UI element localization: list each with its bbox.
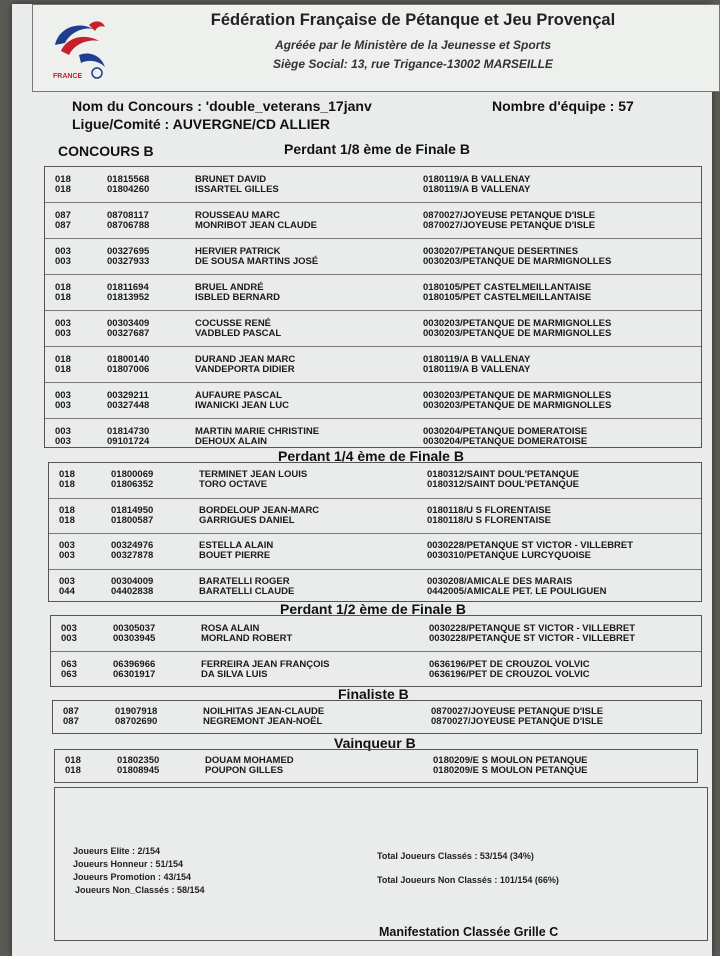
club: 0180312/SAINT DOUL'PETANQUE [427,469,580,481]
promotion-players: Joueurs Promotion : 43/154 [73,872,192,882]
club: 0870027/JOYEUSE PETANQUE D'ISLE [423,219,596,231]
player-name: BOUET PIERRE [199,550,271,562]
licence-number: 00303409 [107,317,150,329]
club: 0180209/E S MOULON PETANQUE [433,755,588,766]
team-pair [49,570,701,605]
player-name: ISBLED BERNARD [195,291,280,303]
licence-number: 01808945 [117,765,160,776]
dept-code: 018 [55,281,71,293]
club: 0180119/A B VALLENAY [423,173,531,185]
total-unclassified: Total Joueurs Non Classés : 101/154 (66%) [377,875,559,885]
club: 0180209/E S MOULON PETANQUE [433,765,588,776]
club: 0636196/PET DE CROUZOL VOLVIC [429,668,590,680]
section-quarter-final-losers [48,462,702,602]
club: 0030208/AMICALE DES MARAIS [427,575,573,587]
dept-code: 087 [63,716,79,727]
total-classified: Total Joueurs Classés : 53/154 (34%) [377,851,534,861]
section-title-quarter-final: Perdant 1/4 ème de Finale B [278,448,464,464]
team-pair [45,275,701,311]
dept-code: 003 [61,632,77,644]
section-finalist [52,700,702,734]
logo-text: FRANCE [53,73,83,80]
statistics-box [54,787,708,941]
elite-players: Joueurs Elite : 2/154 [73,846,161,856]
licence-number: 00305037 [113,622,156,634]
federation-header [32,4,720,92]
dept-code: 003 [55,317,71,329]
player-name: TORO OCTAVE [199,479,268,491]
licence-number: 01800587 [111,514,154,526]
player-name: NEGREMONT JEAN-NOËL [203,716,323,727]
player-name: DURAND JEAN MARC [195,353,296,365]
club: 0030204/PETANQUE DOMERATOISE [423,425,588,437]
licence-number: 01800069 [111,469,154,481]
dept-code: 018 [65,765,81,776]
club: 0636196/PET DE CROUZOL VOLVIC [429,658,590,670]
dept-code: 063 [61,658,77,670]
player-name: BARATELLI CLAUDE [199,585,295,597]
dept-code: 018 [59,479,75,491]
licence-number: 01800140 [107,353,150,365]
section-title-winner: Vainqueur B [334,735,416,751]
licence-number: 01804260 [107,183,150,195]
dept-code: 003 [55,255,71,267]
licence-number: 01815568 [107,173,150,185]
dept-code: 003 [59,540,75,552]
club: 0030203/PETANQUE DE MARMIGNOLLES [423,317,612,329]
dept-code: 003 [55,327,71,339]
dept-code: 003 [55,389,71,401]
club: 0030203/PETANQUE DE MARMIGNOLLES [423,399,612,411]
player-name: DE SOUSA MARTINS JOSÉ [195,255,319,267]
club: 0030228/PETANQUE ST VICTOR - VILLEBRET [429,622,636,634]
dept-code: 003 [55,425,71,437]
team-pair [55,750,697,782]
federation-logo [49,15,111,81]
team-pair [45,311,701,347]
team-pair [49,463,701,499]
licence-number: 06301917 [113,668,156,680]
licence-number: 00327695 [107,245,150,257]
licence-number: 00303945 [113,632,156,644]
player-name: POUPON GILLES [205,765,284,776]
team-pair [45,383,701,419]
club: 0442005/AMICALE PET. LE POULIGUEN [427,585,607,597]
head-office-address: Siège Social: 13, rue Trigance-13002 MARSEILLE [273,57,553,71]
dept-code: 018 [59,469,75,481]
section-semi-final-losers [50,615,702,687]
dept-code: 003 [59,575,75,587]
agreement-line: Agréée par le Ministère de la Jeunesse et Sports [274,38,552,52]
player-name: ROUSSEAU MARC [195,209,280,221]
team-pair [51,616,701,652]
licence-number: 01807006 [107,363,150,375]
licence-number: 00329211 [107,389,149,401]
section-winner [54,749,698,783]
section-title-finalist: Finaliste B [338,686,409,702]
licence-number: 08706788 [107,219,150,231]
player-name: MONRIBOT JEAN CLAUDE [195,219,317,231]
club: 0180105/PET CASTELMEILLANTAISE [423,291,592,303]
player-name: COCUSSE RENÉ [195,317,272,329]
player-name: ISSARTEL GILLES [195,183,279,195]
dept-code: 018 [55,363,71,375]
section-round-of-16-losers [44,166,702,448]
dept-code: 063 [61,668,77,680]
player-name: BRUEL ANDRÉ [195,281,264,293]
club: 0870027/JOYEUSE PETANQUE D'ISLE [423,209,596,221]
club: 0180105/PET CASTELMEILLANTAISE [423,281,592,293]
club: 0180119/A B VALLENAY [423,183,531,195]
dept-code: 087 [55,209,71,221]
club: 0030228/PETANQUE ST VICTOR - VILLEBRET [427,540,634,552]
dept-code: 044 [59,585,75,597]
club: 0030310/PETANQUE LURCYQUOISE [427,550,592,562]
dept-code: 003 [55,399,71,411]
dept-code: 003 [61,622,77,634]
player-name: DEHOUX ALAIN [195,435,267,447]
player-name: MORLAND ROBERT [201,632,293,644]
team-pair [49,499,701,535]
club: 0030203/PETANQUE DE MARMIGNOLLES [423,255,612,267]
player-name: NOILHITAS JEAN-CLAUDE [203,706,325,717]
grille-classification: Manifestation Classée Grille C [379,925,559,939]
team-pair [45,347,701,383]
team-pair [45,167,701,203]
player-name: IWANICKI JEAN LUC [195,399,289,411]
club: 0870027/JOYEUSE PETANQUE D'ISLE [431,706,604,717]
licence-number: 00327687 [107,327,150,339]
licence-number: 04402838 [111,585,154,597]
section-title-round-of-16: Perdant 1/8 ème de Finale B [284,141,470,157]
licence-number: 00304009 [111,575,154,587]
player-name: FERREIRA JEAN FRANÇOIS [201,658,330,670]
player-name: TERMINET JEAN LOUIS [199,469,308,481]
dept-code: 003 [55,435,71,447]
licence-number: 01813952 [107,291,150,303]
team-pair [45,239,701,275]
team-pair [53,701,701,733]
dept-code: 087 [55,219,71,231]
dept-code: 018 [55,183,71,195]
dept-code: 018 [55,173,71,185]
team-count: Nombre d'équipe : 57 [492,98,634,114]
dept-code: 018 [55,353,71,365]
player-name: BRUNET DAVID [195,173,267,185]
club: 0870027/JOYEUSE PETANQUE D'ISLE [431,716,604,727]
honneur-players: Joueurs Honneur : 51/154 [73,859,184,869]
player-name: GARRIGUES DANIEL [199,514,295,526]
club: 0030228/PETANQUE ST VICTOR - VILLEBRET [429,632,636,644]
licence-number: 01814730 [107,425,150,437]
unclassified-players: Joueurs Non_Classés : 58/154 [75,885,205,895]
licence-number: 01811694 [107,281,149,293]
licence-number: 08702690 [115,716,158,727]
player-name: ESTELLA ALAIN [199,540,274,552]
dept-code: 003 [55,245,71,257]
club: 0180118/U S FLORENTAISE [427,514,551,526]
team-pair [45,203,701,239]
player-name: MARTIN MARIE CHRISTINE [195,425,320,437]
club: 0180118/U S FLORENTAISE [427,504,551,516]
section-title-semi-final: Perdant 1/2 ème de Finale B [280,601,466,617]
licence-number: 09101724 [107,435,150,447]
licence-number: 06396966 [113,658,156,670]
club: 0180119/A B VALLENAY [423,353,531,365]
club: 0030203/PETANQUE DE MARMIGNOLLES [423,327,612,339]
dept-code: 003 [59,550,75,562]
player-name: BORDELOUP JEAN-MARC [199,504,320,516]
dept-code: 018 [65,755,81,766]
player-name: BARATELLI ROGER [199,575,290,587]
player-name: DA SILVA LUIS [201,668,268,680]
team-pair [49,534,701,570]
licence-number: 01814950 [111,504,154,516]
dept-code: 087 [63,706,79,717]
player-name: DOUAM MOHAMED [205,755,294,766]
player-name: ROSA ALAIN [201,622,260,634]
league-committee: Ligue/Comité : AUVERGNE/CD ALLIER [72,116,330,132]
team-pair [51,652,701,687]
club: 0180119/A B VALLENAY [423,363,531,375]
results-sheet [12,4,712,956]
club: 0030204/PETANQUE DOMERATOISE [423,435,588,447]
dept-code: 018 [59,504,75,516]
player-name: HERVIER PATRICK [195,245,281,257]
dept-code: 018 [55,291,71,303]
player-name: VANDEPORTA DIDIER [195,363,295,375]
licence-number: 01907918 [115,706,158,717]
licence-number: 00327878 [111,550,154,562]
licence-number: 01806352 [111,479,154,491]
club: 0180312/SAINT DOUL'PETANQUE [427,479,580,491]
licence-number: 01802350 [117,755,160,766]
player-name: VADBLED PASCAL [195,327,282,339]
dept-code: 018 [59,514,75,526]
contest-name: Nom du Concours : 'double_veterans_17janv [72,98,372,114]
player-name: AUFAURE PASCAL [195,389,282,401]
federation-name: Fédération Française de Pétanque et Jeu Provençal [210,11,616,29]
licence-number: 00327933 [107,255,150,267]
club: 0030207/PETANQUE DESERTINES [423,245,579,257]
licence-number: 00327448 [107,399,150,411]
contest-type: CONCOURS B [58,143,154,159]
licence-number: 00324976 [111,540,154,552]
club: 0030203/PETANQUE DE MARMIGNOLLES [423,389,612,401]
licence-number: 08708117 [107,209,149,221]
